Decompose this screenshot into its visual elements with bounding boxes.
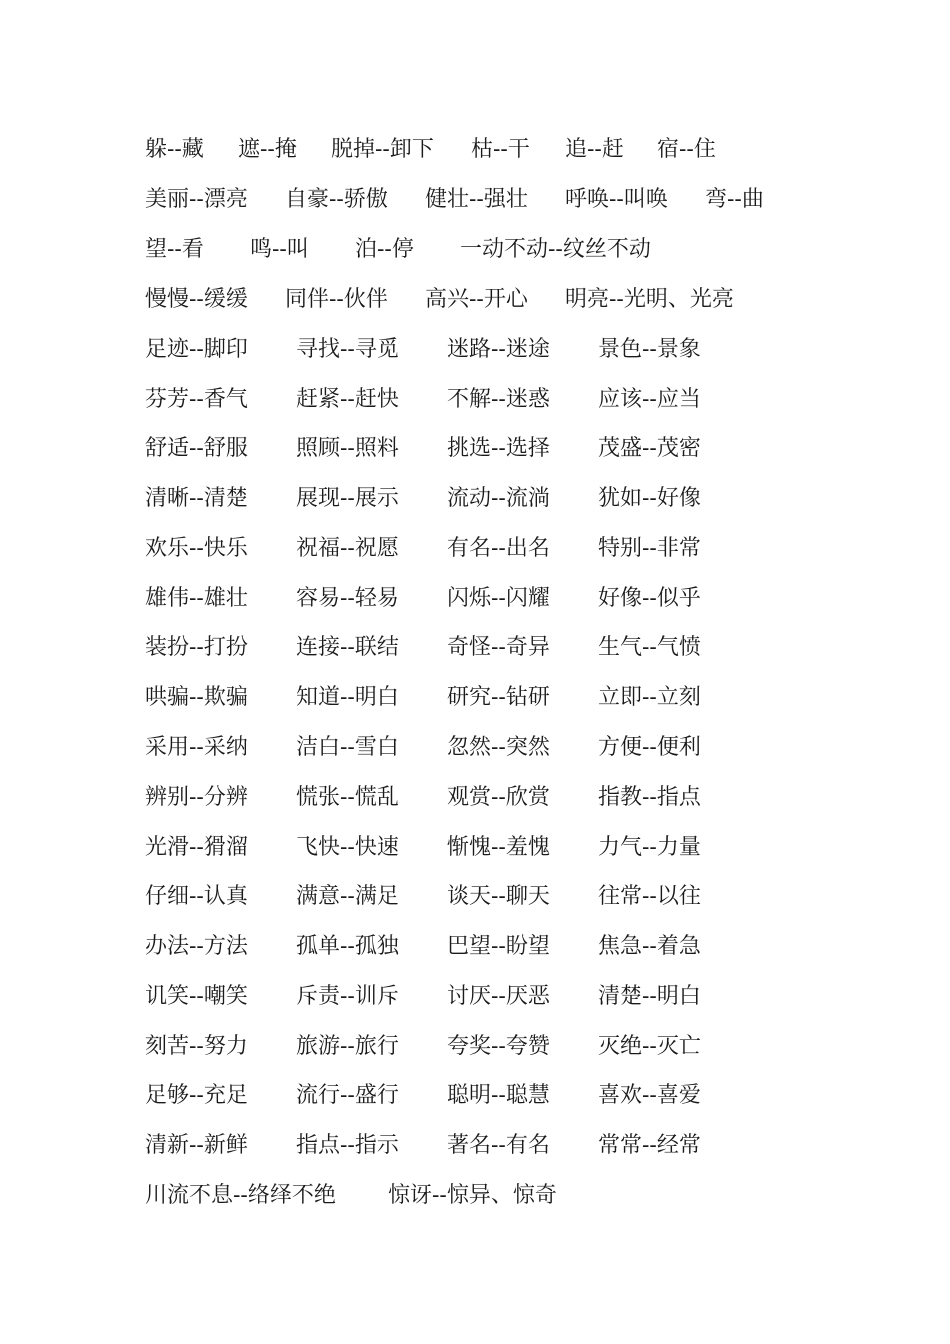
synonym-pair: 明亮--光明、光亮 — [565, 287, 734, 312]
synonym-pair: 一动不动--纹丝不动 — [460, 237, 651, 262]
synonym-pair: 流动--流淌 — [447, 486, 550, 511]
synonym-pair: 足够--充足 — [145, 1083, 248, 1108]
synonym-pair: 研究--钻研 — [447, 685, 550, 710]
synonym-pair: 犹如--好像 — [598, 486, 701, 511]
synonym-pair: 赶紧--赶快 — [296, 387, 399, 412]
synonym-pair: 飞快--快速 — [296, 835, 399, 860]
synonym-pair: 茂盛--茂密 — [598, 436, 701, 461]
synonym-pair: 好像--似乎 — [598, 586, 701, 611]
synonym-pair: 谈天--聊天 — [447, 884, 550, 909]
synonym-pair: 仔细--认真 — [145, 884, 248, 909]
synonym-pair: 宿--住 — [657, 137, 716, 162]
synonym-pair: 枯--干 — [471, 137, 530, 162]
synonym-pair: 忽然--突然 — [447, 735, 550, 760]
synonym-pair: 慌张--慌乱 — [296, 785, 399, 810]
synonym-pair: 清楚--明白 — [598, 984, 701, 1009]
synonym-pair: 连接--联结 — [296, 635, 399, 660]
synonym-pair: 孤单--孤独 — [296, 934, 399, 959]
synonym-pair: 讥笑--嘲笑 — [145, 984, 248, 1009]
synonym-pair: 讨厌--厌恶 — [447, 984, 550, 1009]
synonym-pair: 美丽--漂亮 — [145, 187, 248, 212]
synonym-pair: 自豪--骄傲 — [285, 187, 388, 212]
synonym-pair: 知道--明白 — [296, 685, 399, 710]
synonym-pair: 观赏--欣赏 — [447, 785, 550, 810]
synonym-pair: 清晰--清楚 — [145, 486, 248, 511]
synonym-pair: 斥责--训斥 — [296, 984, 399, 1009]
synonym-pair: 容易--轻易 — [296, 586, 399, 611]
synonym-pair: 慢慢--缓缓 — [145, 287, 248, 312]
synonym-pair: 喜欢--喜爱 — [598, 1083, 701, 1108]
synonym-pair: 展现--展示 — [296, 486, 399, 511]
synonym-pair: 挑选--选择 — [447, 436, 550, 461]
synonym-pair: 力气--力量 — [598, 835, 701, 860]
synonym-pair: 弯--曲 — [705, 187, 764, 212]
synonym-pair: 办法--方法 — [145, 934, 248, 959]
synonym-pair: 追--赶 — [565, 137, 624, 162]
synonym-pair: 指教--指点 — [598, 785, 701, 810]
synonym-pair: 流行--盛行 — [296, 1083, 399, 1108]
synonym-pair: 指点--指示 — [296, 1133, 399, 1158]
synonym-pair: 呼唤--叫唤 — [565, 187, 668, 212]
synonym-pair: 辨别--分辨 — [145, 785, 248, 810]
synonym-pair: 采用--采纳 — [145, 735, 248, 760]
synonym-pair: 有名--出名 — [447, 536, 550, 561]
synonym-pair: 舒适--舒服 — [145, 436, 248, 461]
synonym-pair: 健壮--强壮 — [425, 187, 528, 212]
synonym-pair: 光滑--猾溜 — [145, 835, 248, 860]
synonym-pair: 满意--满足 — [296, 884, 399, 909]
synonym-pair: 洁白--雪白 — [296, 735, 399, 760]
synonym-pair: 祝福--祝愿 — [296, 536, 399, 561]
synonym-pair: 巴望--盼望 — [447, 934, 550, 959]
synonym-pair: 照顾--照料 — [296, 436, 399, 461]
synonym-pair: 特别--非常 — [598, 536, 701, 561]
synonym-pair: 常常--经常 — [598, 1133, 701, 1158]
synonym-pair: 方便--便利 — [598, 735, 701, 760]
synonym-pair: 哄骗--欺骗 — [145, 685, 248, 710]
synonym-pair: 刻苦--努力 — [145, 1034, 248, 1059]
synonym-pair: 泊--停 — [355, 237, 414, 262]
synonym-pair: 脱掉--卸下 — [331, 137, 434, 162]
synonym-pair: 高兴--开心 — [425, 287, 528, 312]
synonym-pair: 生气--气愤 — [598, 635, 701, 660]
synonym-pair: 夸奖--夸赞 — [447, 1034, 550, 1059]
synonym-pair: 著名--有名 — [447, 1133, 550, 1158]
synonym-pair: 惭愧--羞愧 — [447, 835, 550, 860]
synonym-pair: 灭绝--灭亡 — [598, 1034, 701, 1059]
synonym-pair: 往常--以往 — [598, 884, 701, 909]
synonym-pair: 足迹--脚印 — [145, 337, 248, 362]
synonym-pair: 躲--藏 — [145, 137, 204, 162]
synonym-pair: 遮--掩 — [238, 137, 297, 162]
synonym-pair: 欢乐--快乐 — [145, 536, 248, 561]
synonym-pair: 奇怪--奇异 — [447, 635, 550, 660]
synonym-pair: 迷路--迷途 — [447, 337, 550, 362]
synonym-pair: 惊讶--惊异、惊奇 — [388, 1183, 557, 1208]
synonym-pair: 应该--应当 — [598, 387, 701, 412]
synonym-pair: 聪明--聪慧 — [447, 1083, 550, 1108]
synonym-pair: 雄伟--雄壮 — [145, 586, 248, 611]
synonym-pair: 川流不息--络绎不绝 — [145, 1183, 336, 1208]
synonym-pair: 装扮--打扮 — [145, 635, 248, 660]
synonym-pair: 焦急--着急 — [598, 934, 701, 959]
synonym-pair: 旅游--旅行 — [296, 1034, 399, 1059]
synonym-pair: 清新--新鲜 — [145, 1133, 248, 1158]
synonym-pair: 同伴--伙伴 — [285, 287, 388, 312]
synonym-pair: 不解--迷惑 — [447, 387, 550, 412]
synonym-pair: 望--看 — [145, 237, 204, 262]
synonym-pair: 鸣--叫 — [250, 237, 309, 262]
synonym-pair: 芬芳--香气 — [145, 387, 248, 412]
synonym-pair: 寻找--寻觅 — [296, 337, 399, 362]
synonym-pair: 闪烁--闪耀 — [447, 586, 550, 611]
synonym-pair: 景色--景象 — [598, 337, 701, 362]
synonym-pair: 立即--立刻 — [598, 685, 701, 710]
